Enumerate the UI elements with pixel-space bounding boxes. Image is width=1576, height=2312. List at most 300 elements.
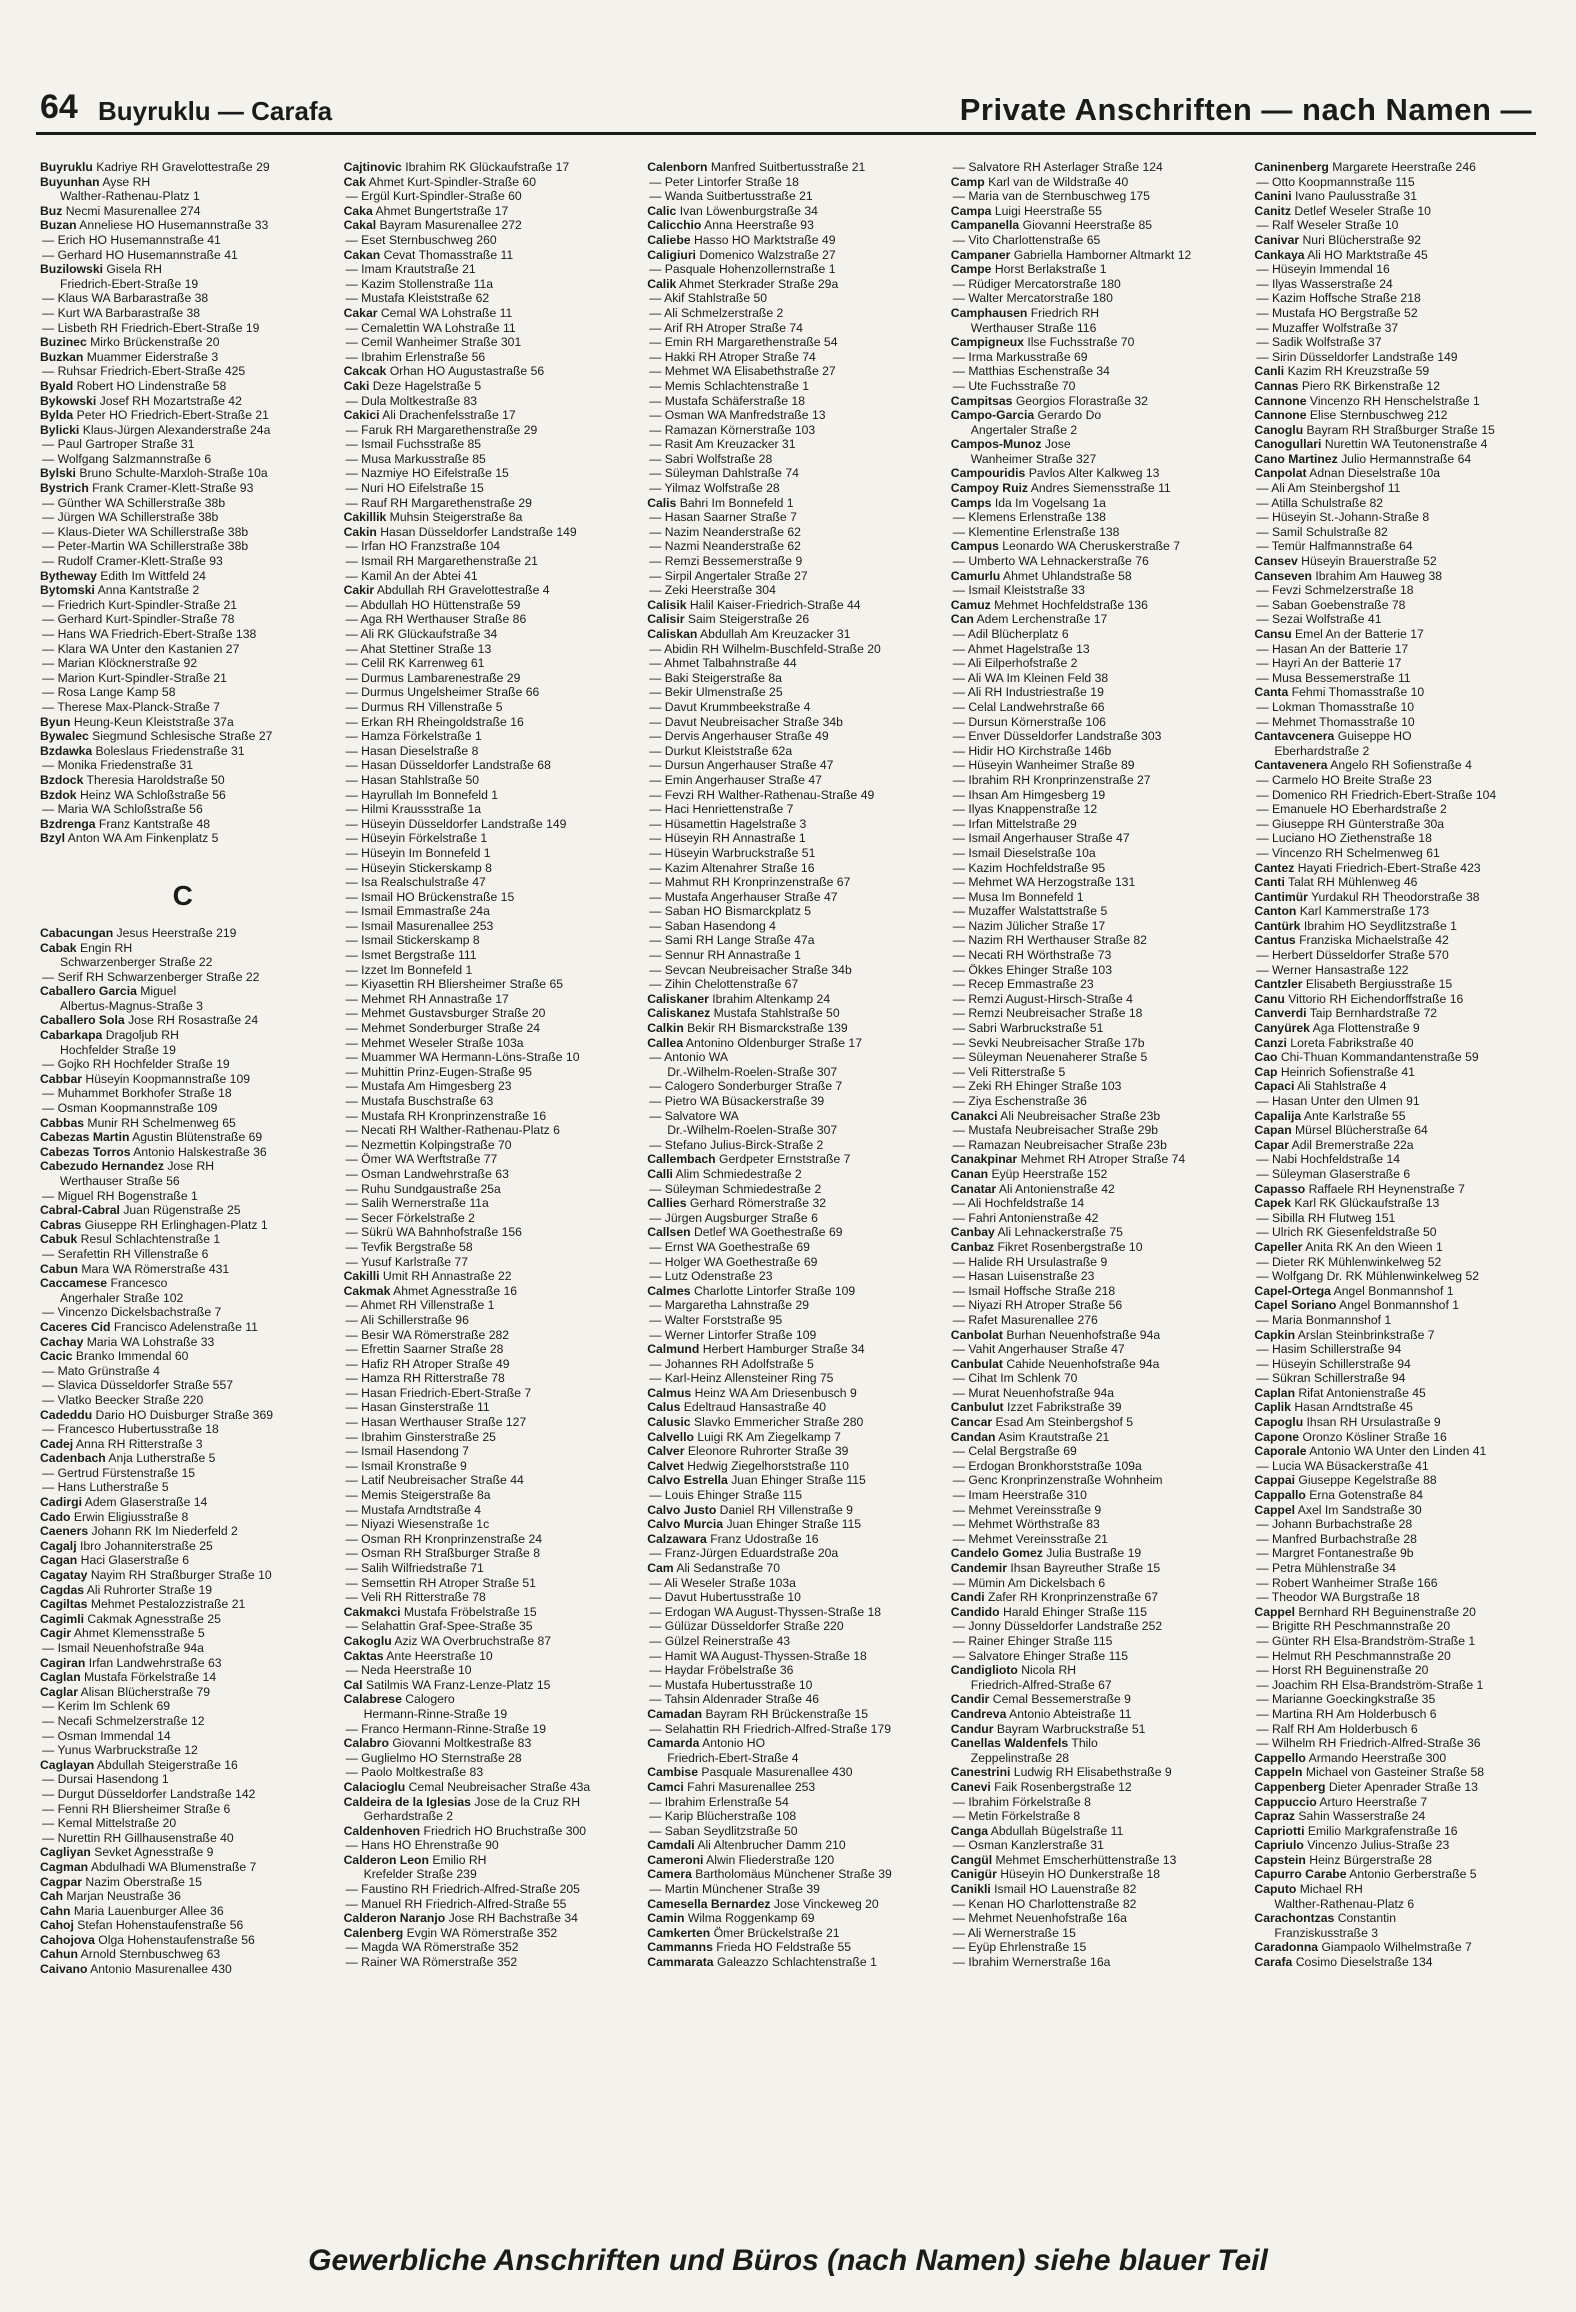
entry-details: Mustafa Fröbelstraße 15 [403,1604,537,1619]
entry-surname: Cappenberg [1254,1779,1326,1794]
directory-entry [40,1203,326,1218]
directory-entry: — Zihin Chelottenstraße 67 [649,977,799,992]
directory-entry: — Zeki RH Ehinger Straße 103 [952,1079,1122,1094]
directory-entry [647,1736,933,1751]
directory-entry [1254,685,1540,700]
directory-entry: — Eyüp Ehrlenstraße 15 [952,1940,1087,1955]
entry-details: Branko Immendal 60 [75,1349,189,1364]
directory-entry [40,481,326,496]
entry-surname: Camp [950,174,985,189]
directory-entry: — Sabri Warbruckstraße 51 [952,1021,1104,1036]
entry-surname: Cabezas Torros [40,1144,131,1159]
entry-details: Ibro Johanniterstraße 25 [79,1538,213,1553]
entry-surname: Calmund [647,1342,700,1357]
directory-entry [40,1860,326,1875]
directory-entry: — Sibilla RH Flutweg 151 [1256,1210,1396,1225]
column-3 [647,160,933,2180]
directory-entry: — Erdogan Bronkhorststraße 109a [952,1458,1142,1473]
entry-surname: Capel-Ortega [1254,1283,1331,1298]
entry-details: Agustin Blütenstraße 69 [132,1130,263,1145]
directory-entry: — Imam Krautstraße 21 [345,262,476,277]
directory-entry: — Günther WA Schillerstraße 38b [42,495,226,510]
entry-details: Emilio RH [432,1852,487,1867]
entry-details: Edith Im Wittfeld 24 [100,568,206,583]
directory-entry [647,1036,933,1051]
directory-entry [951,1400,1237,1415]
directory-entry: — Hüseyin Düsseldorfer Landstraße 149 [345,816,567,831]
directory-entry: — Mustafa Kleiststraße 62 [345,291,490,306]
directory-entry [1254,452,1540,467]
directory-entry [1254,1444,1540,1459]
directory-entry: — Mehmet WA Herzogstraße 131 [952,875,1136,890]
entry-surname: Cakar [343,305,378,320]
directory-entry [951,1225,1237,1240]
directory-entry: — Hüseyin Schillerstraße 94 [1256,1356,1411,1371]
directory-entry: — Mustafa Angerhauser Straße 47 [649,889,838,904]
directory-entry: — Monika Friedenstraße 31 [42,758,194,773]
directory-entry: — Selahattin RH Friedrich-Alfred-Straße 179 [649,1721,891,1736]
directory-entry [344,204,630,219]
directory-entry [951,1167,1237,1182]
entry-surname: Cakir [343,583,375,598]
entry-details: Julio Hermannstraße 64 [1341,451,1472,466]
directory-entry [647,598,933,613]
entry-details: Bayram Masurenallee 272 [379,218,522,233]
entry-details: Hasso HO Marktstraße 49 [693,232,836,247]
directory-entry: — Ismail Emmastraße 24a [345,904,490,919]
directory-entry: — Emin RH Margarethenstraße 54 [649,335,838,350]
entry-surname: Can [950,612,974,627]
directory-entry [1254,204,1540,219]
directory-entry [951,466,1237,481]
entry-surname: Calenborn [647,160,708,174]
footer-note: Gewerbliche Anschriften und Büros (nach Namen) siehe blauer Teil [308,2244,1268,2277]
entry-surname: Camps [950,495,992,510]
entry-details: Juan Ehinger Straße 115 [731,1473,866,1488]
entry-surname: Cahojova [40,1932,95,1947]
entry-surname: Caglayan [40,1757,95,1772]
directory-entry: — Mustafa RH Kronprinzenstraße 16 [345,1108,547,1123]
directory-entry: — Hasim Schillerstraße 94 [1256,1342,1402,1357]
entry-details: Antonio HO [702,1736,766,1751]
entry-details: Chi-Thuan Kommandantenstraße 59 [1280,1050,1479,1065]
entry-details: Bartholomäus Münchener Straße 39 [695,1867,892,1882]
directory-entry: — Süleyman Neuenaherer Straße 5 [952,1050,1148,1065]
directory-entry: — Wanda Suitbertusstraße 21 [649,189,813,204]
directory-entry: Eberhardstraße 2 [1274,743,1370,758]
directory-entry: — Izzet Im Bonnefeld 1 [345,962,473,977]
directory-entry: — Holger WA Goethestraße 69 [649,1254,818,1269]
directory-entry [40,926,326,941]
directory-entry: — Hasan Saarner Straße 7 [649,510,797,525]
directory-entry: — Guglielmo HO Sternstraße 28 [345,1750,522,1765]
directory-entry: — Rainer Ehinger Straße 115 [952,1633,1113,1648]
entry-details: Juan Rügenstraße 25 [123,1203,241,1218]
directory-entry [40,1918,326,1933]
directory-entry: — Rosa Lange Kamp 58 [42,685,176,700]
directory-entry [647,1926,933,1941]
directory-entry: — Johann Burbachstraße 28 [1256,1517,1413,1532]
directory-entry: — Recep Emmastraße 23 [952,977,1094,992]
entry-details: Ahmet Agnesstraße 16 [393,1283,518,1298]
directory-entry [40,1875,326,1890]
directory-entry: — Saban Hasendong 4 [649,918,776,933]
entry-details: Sevket Agnesstraße 9 [94,1845,214,1860]
entry-details: Erna Gotenstraße 84 [1309,1488,1424,1503]
directory-entry [647,1561,933,1576]
entry-surname: Capar [1254,1137,1289,1152]
directory-entry: — Vahit Angerhauser Straße 47 [952,1342,1125,1357]
directory-entry [951,1692,1237,1707]
entry-surname: Calvet [647,1458,684,1473]
directory-entry: — Durmus Ungelsheimer Straße 66 [345,685,540,700]
directory-entry: — Wolfgang Dr. RK Mühlenwinkelweg 52 [1256,1269,1480,1284]
entry-details: Ihsan Bayreuther Straße 15 [1010,1561,1161,1575]
entry-details: Kazim RH Kreuzstraße 59 [1287,364,1430,379]
directory-entry [40,1159,326,1174]
entry-surname: Calenberg [343,1925,404,1940]
directory-entry: — Hüseyin St.-Johann-Straße 8 [1256,510,1430,525]
entry-details: Arnold Sternbuschweg 63 [80,1947,221,1962]
directory-entry: — Osman WA Manfredstraße 13 [649,408,826,423]
entry-details: Hüseyin Brauerstraße 52 [1301,554,1437,569]
directory-entry: — Dursun Angerhauser Straße 47 [649,758,834,773]
entry-surname: Buz [40,203,63,218]
directory-entry: — Ali Schmelzerstraße 2 [649,305,784,320]
directory-entry: — Veli Ritterstraße 5 [952,1064,1066,1079]
directory-entry [1254,1386,1540,1401]
entry-surname: Cao [1254,1050,1278,1065]
directory-entry [951,569,1237,584]
directory-entry: — Vincenzo RH Schelmenweg 61 [1256,845,1440,860]
entry-details: Maria Lauenburger Allee 36 [73,1903,224,1918]
directory-entry [40,1568,326,1583]
directory-entry: — Carmelo HO Breite Straße 23 [1256,772,1432,787]
entry-surname: Cagatay [40,1568,88,1583]
entry-surname: Calmes [647,1283,691,1298]
entry-surname: Camci [647,1779,684,1794]
entry-details: Abdulhadi WA Blumenstraße 7 [90,1859,257,1874]
directory-entry: — Mustafa Hubertusstraße 10 [649,1677,813,1692]
directory-entry: — Musa Markusstraße 85 [345,451,486,466]
directory-entry: — Martin Münchener Straße 39 [649,1882,820,1897]
entry-surname: Caglan [40,1670,81,1685]
directory-entry [1254,1780,1540,1795]
directory-entry: — Mümin Am Dickelsbach 6 [952,1575,1106,1590]
entry-surname: Capalija [1254,1108,1302,1123]
directory-entry: — Luciano HO Ziethenstraße 18 [1256,831,1432,846]
directory-entry [40,160,326,175]
entry-surname: Caporale [1254,1444,1307,1459]
directory-entry [40,729,326,744]
entry-details: Mara WA Römerstraße 431 [81,1261,230,1276]
directory-entry: — Ali WA Im Kleinen Feld 38 [952,670,1109,685]
directory-entry [951,1590,1237,1605]
entry-surname: Buyruklu [40,160,93,174]
directory-entry: Friedrich-Ebert-Straße 4 [667,1750,799,1765]
entry-surname: Canbolat [950,1327,1003,1342]
directory-entry: — Rafet Masurenallee 276 [952,1312,1098,1327]
directory-entry [1254,1809,1540,1824]
directory-entry [40,1320,326,1335]
directory-entry: — Hüseyin RH Annastraße 1 [649,831,806,846]
entry-surname: Canbulut [950,1400,1004,1415]
entry-surname: Cabbar [40,1071,82,1086]
entry-surname: Calvello [647,1429,694,1444]
directory-entry [40,1451,326,1466]
directory-entry: — Tahsin Aldenrader Straße 46 [649,1692,820,1707]
directory-entry: — Klementine Erlenstraße 138 [952,524,1120,539]
entry-details: Andres Siemensstraße 11 [1030,481,1171,496]
directory-entry [40,262,326,277]
entry-surname: Canti [1254,875,1285,890]
directory-entry: — Jürgen Augsburger Straße 6 [649,1210,818,1225]
directory-entry [40,715,326,730]
directory-entry: Hermann-Rinne-Straße 19 [363,1706,508,1721]
entry-surname: Capel Soriano [1254,1298,1337,1313]
entry-details: Bayram RH Straßburger Straße 15 [1306,422,1495,437]
directory-entry: — Marian Klöcknerstraße 92 [42,656,198,671]
directory-entry: — Emin Angerhauser Straße 47 [649,772,822,787]
directory-entry: — Paolo Moltkestraße 83 [345,1765,484,1780]
entry-surname: Canta [1254,685,1289,700]
directory-entry [40,175,326,190]
entry-surname: Cak [343,174,366,189]
entry-details: Erwin Eligiusstraße 8 [73,1509,189,1524]
directory-entry [344,583,630,598]
directory-entry: — Hidir HO Kirchstraße 146b [952,743,1112,758]
entry-details: Jose RH Rosastraße 24 [128,1013,259,1028]
entry-details: Giovanni Moltkestraße 83 [392,1736,532,1751]
entry-surname: Capan [1254,1123,1292,1138]
entry-details: Ali Altenbrucher Damm 210 [697,1838,846,1853]
directory-entry: — Slavica Düsseldorfer Straße 557 [42,1378,234,1393]
entry-details: Mehmet Hochfeldstraße 136 [994,597,1148,612]
directory-entry [951,496,1237,511]
entry-surname: Campa [950,203,992,218]
directory-entry: — Secer Förkelstraße 2 [345,1210,475,1225]
directory-entry: — Ilyas Wasserstraße 24 [1256,276,1393,291]
entry-details: Giampaolo Wilhelmstraße 7 [1321,1940,1472,1955]
directory-entry: — Davut Krummbeekstraße 4 [649,699,811,714]
directory-entry [344,1605,630,1620]
entry-details: Leonardo WA Cheruskerstraße 7 [1002,539,1180,554]
entry-surname: Bylski [40,466,76,481]
directory-entry: — Sükran Schillerstraße 94 [1256,1371,1406,1386]
entry-surname: Cameroni [647,1852,704,1867]
entry-details: Vincenzo Julius-Straße 23 [1307,1838,1450,1853]
entry-surname: Canbaz [950,1239,995,1254]
directory-entry [647,1911,933,1926]
entry-details: Constantin [1337,1911,1396,1926]
directory-entry [40,1626,326,1641]
directory-entry: — Ökkes Ehinger Straße 103 [952,962,1112,977]
entry-details: Juan Ehinger Straße 115 [726,1517,862,1532]
entry-surname: Caldenhoven [343,1823,421,1838]
directory-entry [40,1670,326,1685]
directory-entry [1254,919,1540,934]
directory-entry: — Ismail Stickerskamp 8 [345,933,480,948]
entry-details: Yurdakul RH Theodorstraße 38 [1311,889,1480,904]
directory-entry: — Hasan Friedrich-Ebert-Straße 7 [345,1385,532,1400]
directory-entry: — Ulrich RK Giesenfeldstraße 50 [1256,1225,1437,1240]
page-header [36,86,1536,135]
directory-entry [951,1824,1237,1839]
directory-entry [40,1612,326,1627]
entry-surname: Camphausen [950,305,1028,320]
entry-surname: Canivar [1254,232,1300,247]
entry-surname: Canakpinar [950,1152,1018,1167]
directory-entry: — Muzaffer Walstattstraße 5 [952,904,1108,919]
directory-entry: — Louis Ehinger Straße 115 [649,1488,803,1503]
directory-entry: — Haci Henriettenstraße 7 [649,802,794,817]
directory-entry [1254,394,1540,409]
directory-entry [647,1897,933,1912]
directory-entry: — Theodor WA Burgstraße 18 [1256,1590,1420,1605]
entry-surname: Calderon Naranjo [343,1911,446,1926]
entry-details: Dario HO Duisburger Straße 369 [95,1407,273,1422]
directory-entry [40,1524,326,1539]
directory-entry: — Mehmet Gustavsburger Straße 20 [345,1006,546,1021]
directory-entry [647,1167,933,1182]
entry-surname: Cakan [343,247,381,262]
entry-details: Hasan Düsseldorfer Landstraße 149 [380,524,577,539]
entry-details: Ali Ruhrorter Straße 19 [86,1582,213,1597]
directory-entry: — Kazim Hoffsche Straße 218 [1256,291,1421,306]
entry-details: Adem Lerchenstraße 17 [976,612,1108,627]
directory-entry [951,598,1237,613]
entry-surname: Bytheway [40,568,97,583]
directory-entry [951,1853,1237,1868]
entry-surname: Canakci [950,1108,998,1123]
directory-entry: — Horst RH Beguinenstraße 20 [1256,1663,1429,1678]
directory-entry: — Karip Blücherstraße 108 [649,1809,797,1824]
entry-details: Eleonore Ruhrorter Straße 39 [687,1444,849,1459]
entry-details: Kadriye RH Gravelottestraße 29 [96,160,270,174]
entry-details: Boleslaus Friedenstraße 31 [95,743,245,758]
directory-entry: — Walter Mercatorstraße 180 [952,291,1113,306]
directory-entry: — Ralf Weseler Straße 10 [1256,218,1399,233]
entry-surname: Buyunhan [40,174,100,189]
entry-surname: Cannone [1254,408,1307,423]
directory-entry [1254,1196,1540,1211]
entry-surname: Caeners [40,1524,89,1539]
directory-entry: Werthauser Straße 56 [60,1174,180,1188]
entry-details: Jose Vinckeweg 20 [773,1896,879,1911]
entry-surname: Byald [40,378,74,393]
directory-entry [951,1240,1237,1255]
entry-details: Cevat Thomasstraße 11 [383,247,514,262]
directory-entry: — Hayrullah Im Bonnefeld 1 [345,787,499,802]
entry-surname: Canatar [950,1181,997,1196]
directory-entry [951,408,1237,423]
directory-entry [1254,233,1540,248]
directory-entry: — Saban Seydlitzstraße 50 [649,1823,798,1838]
directory-entry: — Mahmut RH Kronprinzenstraße 67 [649,875,851,890]
directory-entry [344,175,630,190]
directory-entry [647,992,933,1007]
directory-entry: — Mehmet RH Annastraße 17 [345,991,509,1006]
entry-details: Karl RK Glückaufstraße 13 [1294,1196,1440,1211]
directory-entry [647,1940,933,1955]
entry-surname: Cakillik [343,510,387,525]
directory-entry [344,1911,630,1926]
directory-entry [40,408,326,423]
entry-details: Emilio Markgrafenstraße 16 [1307,1823,1458,1838]
directory-entry: Werthauser Straße 116 [970,320,1097,335]
directory-entry: — Muammer WA Hermann-Löns-Straße 10 [345,1050,580,1065]
entry-details: Herbert Hamburger Straße 34 [702,1342,865,1357]
entry-surname: Campoy Ruiz [950,481,1028,496]
directory-entry [344,1692,630,1707]
directory-entry: — Pasquale Hohenzollernstraße 1 [649,262,836,277]
entry-details: Alwin Fliederstraße 120 [706,1852,835,1867]
directory-entry: — Ismail HO Brückenstraße 15 [345,889,515,904]
entry-surname: Canestrini [950,1765,1011,1780]
directory-entry [40,1656,326,1671]
directory-entry [1254,364,1540,379]
entry-details: Armando Heerstraße 300 [1308,1750,1447,1765]
entry-details: Theresia Haroldstraße 50 [86,772,225,787]
entry-surname: Cakoglu [343,1633,392,1648]
entry-surname: Canzi [1254,1035,1287,1050]
directory-entry: — Ihsan Am Himgesberg 19 [952,787,1106,802]
directory-entry: — Abidin RH Wilhelm-Buschfeld-Straße 20 [649,641,881,656]
entry-surname: Cahoj [40,1918,74,1933]
directory-entry: — Süleyman Glaserstraße 6 [1256,1166,1411,1181]
directory-entry: — Ismet Bergstraße 111 [345,948,477,963]
entry-surname: Bylda [40,408,74,423]
directory-entry [40,1262,326,1277]
entry-details: Giuseppe Kegelstraße 88 [1298,1473,1437,1488]
entry-surname: Cagimli [40,1611,85,1626]
entry-surname: Campos-Munoz [950,437,1042,452]
entry-surname: Calver [647,1444,685,1459]
directory-entry [1254,1473,1540,1488]
directory-entry [647,1867,933,1882]
directory-entry [951,1430,1237,1445]
entry-surname: Capoglu [1254,1415,1304,1430]
directory-entry: — Irfan Mittelstraße 29 [952,816,1077,831]
directory-entry: — Ibrahim RH Kronprinzenstraße 27 [952,772,1151,787]
entry-details: Ludwig RH Elisabethstraße 9 [1013,1765,1172,1780]
directory-entry [1254,1400,1540,1415]
entry-surname: Caliskanez [647,1006,711,1021]
directory-entry: — Mehmet WA Elisabethstraße 27 [649,364,836,379]
entry-details: Domenico Walzstraße 27 [699,247,836,262]
directory-entry: — Dieter RK Mühlenwinkelweg 52 [1256,1254,1442,1269]
entry-details: Frank Cramer-Klett-Straße 93 [92,481,254,496]
directory-entry [1254,1867,1540,1882]
entry-details: Antonio Masurenallee 430 [90,1962,232,1977]
directory-entry [647,1415,933,1430]
entry-surname: Cappuccio [1254,1794,1317,1809]
entry-surname: Candir [950,1692,990,1707]
entry-surname: Bzdok [40,787,77,802]
entry-details: Angel Bonmannshof 1 [1333,1283,1454,1298]
entry-details: Vittorio RH Eichendorffstraße 16 [1288,991,1464,1006]
entry-surname: Bylicki [40,422,80,437]
entry-surname: Calderon Leon [343,1852,429,1867]
entry-surname: Calkin [647,1021,684,1036]
directory-entry [647,1473,933,1488]
directory-entry: — Murat Neuenhofstraße 94a [952,1385,1115,1400]
entry-details: Haci Glaserstraße 6 [80,1553,190,1568]
directory-entry [647,204,933,219]
entry-details: Franz Kantstraße 48 [98,816,211,831]
entry-surname: Bywalec [40,729,89,744]
directory-entry [1254,627,1540,642]
